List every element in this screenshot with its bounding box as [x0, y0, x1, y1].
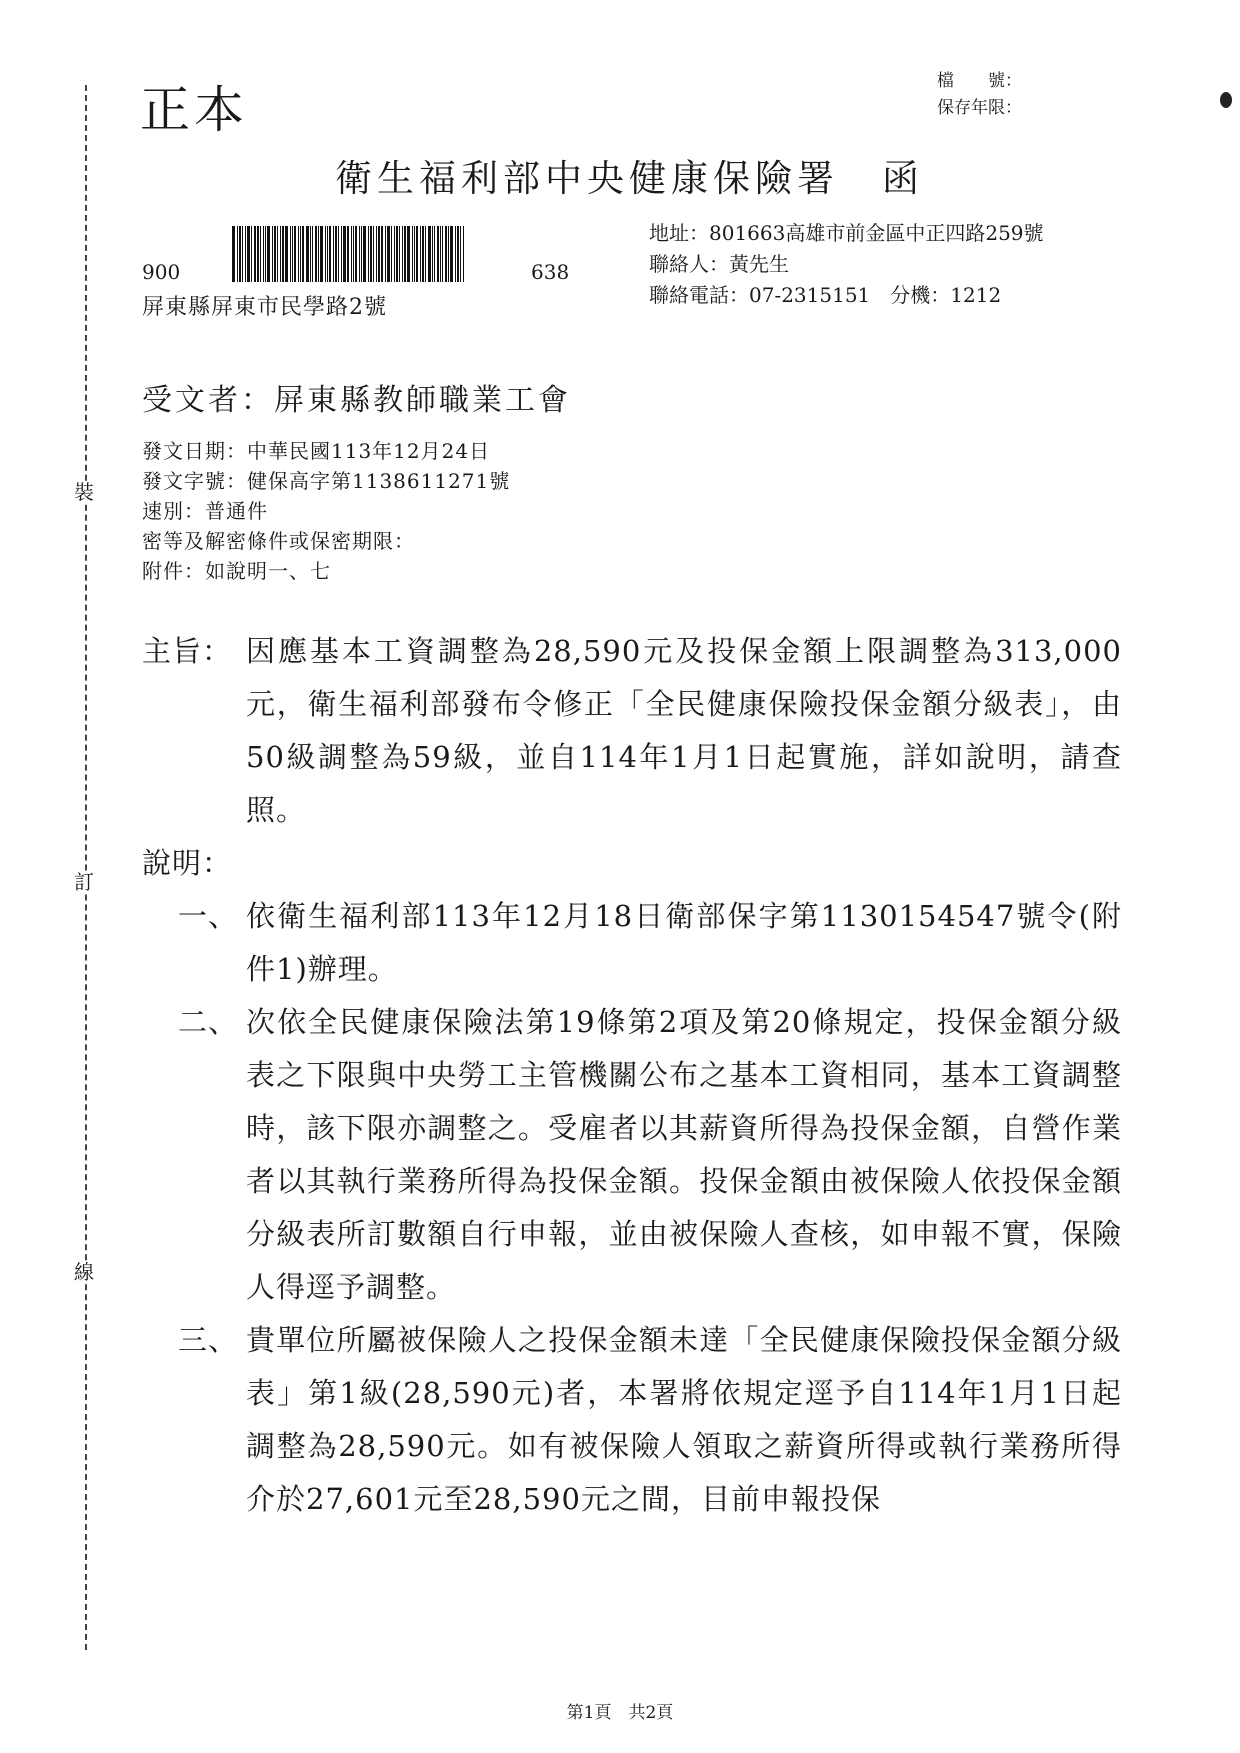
item-text: 依衛生福利部113年12月18日衛部保字第1130154547號令(附件1)辦理。: [246, 899, 1122, 986]
contact-address: 地址：801663高雄市前金區中正四路259號: [649, 221, 1044, 245]
explanation-label: 說明：: [142, 846, 233, 880]
agency-title: 衛生福利部中央健康保險署: [335, 157, 839, 200]
subject-label: 主旨：: [142, 634, 233, 668]
delivery-speed: 速別：普通件: [142, 499, 268, 523]
binding-mark-middle: 訂: [74, 870, 94, 894]
item-text: 貴單位所屬被保險人之投保金額未達「全民健康保險投保金額分級表」第1級(28,590元)者，本署將依規定逕予自114年1月1日起調整為28,590元。如有被保險人領取之薪資所得或執行業務所得介於27,601元至28,590元之間，目前申報投保: [246, 1323, 1122, 1516]
subject-section: [142, 625, 1122, 837]
document-type: 函: [882, 157, 919, 200]
barcode-number: 638: [531, 260, 570, 284]
document-meta: [142, 436, 510, 586]
binding-mark-bottom: 線: [74, 1260, 94, 1284]
postal-barcode: [232, 226, 518, 282]
archive-info: [937, 68, 1022, 122]
scan-speck: [1220, 92, 1232, 108]
document-number: 發文字號：健保高字第1138611271號: [142, 469, 511, 493]
explanation-item: [142, 996, 1122, 1314]
explanation-item: [142, 1314, 1122, 1526]
contact-block: [649, 218, 1044, 311]
item-number: 一、: [178, 899, 239, 933]
item-number: 二、: [178, 1005, 239, 1039]
contact-person: 聯絡人：黃先生: [649, 252, 789, 276]
binding-mark-top: 裝: [74, 480, 94, 504]
zip-code: 900: [142, 260, 181, 284]
retention-period-label: 保存年限：: [937, 98, 1022, 118]
recipient-address: 屏東縣屏東市民學路2號: [142, 295, 387, 320]
issue-date: 發文日期：中華民國113年12月24日: [142, 439, 491, 463]
page-number: 第1頁 共2頁: [566, 1703, 674, 1723]
binding-line: [85, 85, 87, 1650]
attachment-line: 附件：如說明一、七: [142, 559, 331, 583]
subject-text: 因應基本工資調整為28,590元及投保金額上限調整為313,000元，衛生福利部發布令修正「全民健康保險投保金額分級表」，由50級調整為59級，並自114年1月1日起實施，詳如說明，請查照。: [246, 634, 1122, 827]
letter-body: [142, 625, 1122, 1526]
item-number: 三、: [178, 1323, 239, 1357]
archive-number-label: 檔 號：: [937, 71, 1022, 91]
original-copy-mark: 正本: [140, 81, 248, 139]
item-text: 次依全民健康保險法第19條第2項及第20條規定，投保金額分級表之下限與中央勞工主管機關公布之基本工資相同，基本工資調整時，該下限亦調整之。受雇者以其薪資所得為投保金額，自營作業者以其執行業務所得為投保金額。投保金額由被保險人依投保金額分級表所訂數額自行申報，並由被保險人查核，如申報不實，保險人得逕予調整。: [246, 1005, 1122, 1304]
explanation-item: [142, 890, 1122, 996]
recipient-line: 受文者：屏東縣教師職業工會: [142, 383, 571, 418]
contact-phone: 聯絡電話：07-2315151 分機：1212: [649, 283, 1002, 307]
secrecy-level: 密等及解密條件或保密期限：: [142, 529, 415, 553]
